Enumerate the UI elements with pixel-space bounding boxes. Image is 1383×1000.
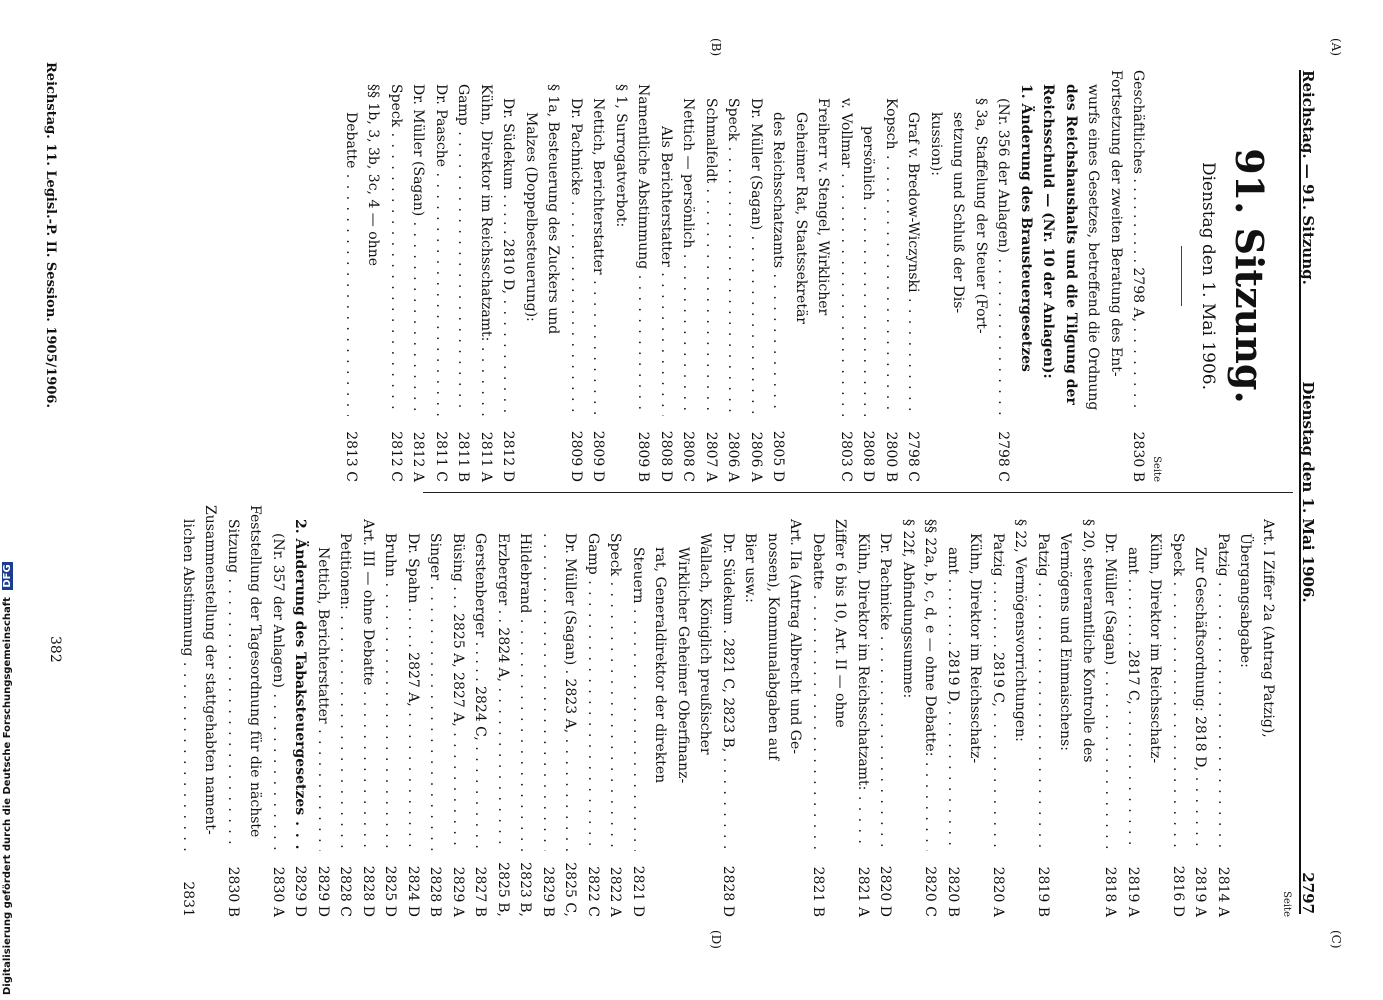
index-entry: [514, 505, 537, 917]
index-entry: [357, 505, 380, 917]
entry-text: Patzig . . . . . . . . 2819 C, . . .: [987, 533, 1010, 851]
column-divider: [423, 492, 1293, 493]
entry-text: Dr. Paasche . . .: [430, 84, 453, 416]
entry-text: persönlich . . .: [857, 126, 880, 416]
entry-text: Reichsschuld — (Nr. 10 der Anlagen):: [1040, 84, 1057, 379]
entry-text: amt . . . . . . . . 2819 D, . . .: [942, 547, 965, 851]
entry-page: 2830 A: [270, 866, 286, 917]
index-entry: [627, 505, 650, 917]
entry-page: 2822 A: [607, 866, 624, 917]
entry-page: 2809 D: [568, 430, 584, 482]
index-entry: [582, 505, 605, 917]
entry-text: Geschäftliches . . . . . . . . . . 2798 A, . . .: [1127, 70, 1150, 416]
entry-page: 2828 B: [427, 866, 444, 917]
entry-text: Dr. Müller (Sagan) . 2823 A, . . .: [559, 533, 582, 851]
entry-text: § 1, Surrogatverbot:: [613, 84, 629, 228]
entry-page: 2813 C: [343, 431, 359, 482]
entry-page: 2798 C: [995, 431, 1012, 482]
index-entry: [1082, 70, 1105, 482]
entry-page: 2812 C: [388, 431, 404, 482]
seite-label-right: Seite: [1281, 891, 1292, 917]
index-entry: [199, 505, 222, 917]
index-entry: [604, 505, 627, 917]
index-entry: [1099, 505, 1122, 917]
left-entry-list: [340, 70, 1150, 482]
header-left: Reichstag. — 91. Sitzung.: [1299, 70, 1317, 285]
entry-text: Kühn, Direktor im Reichsschatzamt: . . .: [475, 84, 498, 416]
side-strip: [0, 564, 20, 1000]
entry-text: Kopsch . . .: [880, 98, 903, 416]
index-entry: [267, 505, 290, 917]
entry-text: Feststellung der Tagesordnung für die nächste: [247, 505, 264, 838]
index-entry: [244, 505, 267, 917]
entry-page: 2803 C: [838, 431, 854, 482]
entry-text: Gerstenberger . . . . . 2824 C, . . .: [469, 533, 492, 851]
entry-page: 2812 D: [500, 430, 517, 482]
entry-page: 2825 D: [382, 865, 399, 917]
bottom-page-number: 382: [47, 636, 63, 663]
entry-page: 2809 B: [635, 431, 652, 482]
index-entry: [925, 70, 948, 482]
entry-page: 2824 D: [405, 865, 421, 917]
index-entry: [1077, 505, 1100, 917]
index-entry: [897, 505, 920, 917]
entry-page: 2800 B: [883, 431, 899, 482]
entry-text: amt . . . . . . . . 2817 C, . . .: [1122, 547, 1145, 851]
entry-page: 2816 D: [1170, 865, 1186, 917]
index-entry: [610, 70, 633, 482]
entry-page: 2820 D: [877, 865, 894, 917]
entry-text: Graf v. Bredow-Wiczynski . . .: [902, 112, 925, 416]
entry-text: § 1a, Besteuerung des Zuckers und: [545, 84, 562, 335]
entry-page: 2825 B,: [495, 862, 511, 917]
entry-text: des Reichsschatzamts . . .: [767, 112, 790, 416]
entry-text: Nettich, Berichterstatter . . .: [312, 547, 335, 851]
entry-page: 2829 B: [540, 866, 556, 917]
index-entry: [790, 70, 813, 482]
entry-text: Gamp . . .: [452, 84, 475, 416]
entry-text: Dr. Spahn . . . . . 2827 A, . . .: [402, 533, 425, 851]
entry-text: Namentliche Abstimmung . . .: [632, 84, 655, 416]
title-separator: [1182, 246, 1183, 306]
entry-page: 2811 C: [433, 431, 449, 482]
entry-page: 2807 A: [703, 431, 719, 482]
index-entry: [835, 70, 858, 482]
index-entry: [312, 505, 335, 917]
index-entry: [407, 70, 430, 482]
entry-text: Büsing . . . 2825 A, 2827 A, . . .: [447, 533, 470, 851]
margin-marker-b: (B): [709, 38, 723, 57]
index-entry: [430, 70, 453, 482]
entry-text: Ziffer 6 bis 10, Art. II — ohne: [832, 519, 849, 728]
entry-page: 2831: [180, 881, 196, 917]
index-entry: [987, 505, 1010, 917]
entry-text: Speck . . .: [722, 98, 745, 416]
entry-text: Singer . . .: [424, 533, 447, 851]
margin-marker-c: (C): [1329, 930, 1343, 949]
margin-marker-a: (A): [1329, 38, 1343, 57]
entry-text: Speck . . .: [1167, 533, 1190, 851]
entry-text: Malzes (Doppelbesteuerung):: [523, 112, 539, 322]
index-entry: [424, 505, 447, 917]
index-entry: [565, 70, 588, 482]
entry-page: 2806 A: [725, 431, 742, 482]
entry-text: Dr. Müller (Sagan) . . .: [1099, 533, 1122, 851]
index-entry: [1060, 70, 1083, 482]
index-entry: [739, 505, 762, 917]
index-entry: [222, 505, 245, 917]
index-entry: [1122, 505, 1145, 917]
entry-page: 2830 B: [225, 866, 241, 917]
entry-text: 1. Änderung des Brausteuergesetzes: [1018, 84, 1034, 372]
index-entry: [537, 505, 560, 917]
index-entry: [992, 70, 1015, 482]
entry-page: 2828 C: [337, 866, 354, 917]
entry-text: Bruhn . . .: [379, 533, 402, 851]
entry-page: 2808 D: [658, 430, 674, 482]
index-entry: [492, 505, 515, 917]
header-rule: [1299, 70, 1301, 914]
entry-text: v. Vollmar . . .: [835, 98, 858, 416]
entry-text: Schmalfeldt . . .: [700, 98, 723, 416]
index-entry: [1234, 505, 1257, 917]
entry-text: § 22f, Abfindungssumme:: [900, 519, 916, 699]
index-entry: [880, 70, 903, 482]
entry-text: Nettich — persönlich . . .: [677, 98, 700, 416]
entry-page: 2829 D: [292, 865, 309, 917]
entry-text: Geheimer Rat, Staatssekretär: [793, 112, 809, 325]
index-entry: [655, 70, 678, 482]
entry-text: Debatte . . .: [807, 533, 830, 851]
index-entry: [700, 70, 723, 482]
entry-text: §§ 22a, b, c, d, e — ohne Debatte: . . .: [919, 519, 942, 851]
entry-text: Art. III — ohne Debatte . . .: [357, 519, 380, 851]
index-entry: [1189, 505, 1212, 917]
entry-page: 2822 C: [585, 866, 601, 917]
page-subtitle: Dienstag den 1. Mai 1906.: [1198, 161, 1218, 391]
index-entry: [1257, 505, 1280, 917]
index-entry: [1015, 70, 1038, 482]
index-entry: [334, 505, 357, 917]
index-entry: [942, 505, 965, 917]
entry-text: kussion):: [928, 112, 944, 176]
entry-text: [537, 533, 560, 851]
index-entry: [559, 505, 582, 917]
entry-text: Freiherr v. Stengel, Wirklicher: [815, 98, 832, 316]
index-entry: [452, 70, 475, 482]
entry-page: 2811 B: [455, 431, 472, 482]
footer-imprint: Reichstag. 11. Legisl.-P. II. Session. 1905/1906.: [43, 62, 58, 408]
entry-text: § 22, Vermögensvorrichtungen:: [1012, 519, 1029, 742]
index-entry: [1037, 70, 1060, 482]
index-entry: [520, 70, 543, 482]
entry-page: 2814 A: [1215, 866, 1231, 917]
entry-text: Dr. Pachnicke . . .: [874, 533, 897, 851]
entry-text: Dr. Müller (Sagan) . . .: [407, 84, 430, 416]
index-entry: [784, 505, 807, 917]
entry-text: Gamp . . .: [582, 533, 605, 851]
entry-text: Dr. Müller (Sagan) . . .: [745, 98, 768, 416]
entry-text: setzung und Schluß der Dis-: [950, 112, 967, 314]
index-entry: [362, 70, 385, 482]
entry-text: rat, Generaldirektor der direkten: [652, 547, 669, 784]
index-entry: [1144, 505, 1167, 917]
index-entry: [902, 70, 925, 482]
entry-page: 2808 D: [860, 430, 877, 482]
entry-text: § 3a, Staffelung der Steuer (Fort-: [973, 98, 989, 334]
index-entry: [379, 505, 402, 917]
entry-text: § 20, steueramtliche Kontrolle des: [1080, 519, 1096, 763]
index-entry: [807, 505, 830, 917]
index-entry: [964, 505, 987, 917]
right-column: [177, 505, 1294, 917]
entry-text: Nettich, Berichterstatter . . .: [587, 98, 610, 416]
index-entry: [475, 70, 498, 482]
entry-page: 2830 B: [1130, 431, 1147, 482]
entry-page: 2805 D: [770, 430, 787, 482]
entry-text: Wirklicher Geheimer Oberfinanz-: [675, 547, 691, 784]
index-entry: [1105, 70, 1128, 482]
index-entry: [677, 70, 700, 482]
index-entry: [829, 505, 852, 917]
entry-text: lichen Abstimmung . . .: [177, 519, 200, 851]
index-entry: [717, 505, 740, 917]
index-entry: [1167, 505, 1190, 917]
index-entry: [447, 505, 470, 917]
entry-text: Vermögens und Einmaischens:: [1057, 533, 1074, 751]
index-entry: [745, 70, 768, 482]
entry-page: 2808 C: [680, 431, 697, 482]
entry-text: Erzberger . . 2824 A, . . .: [492, 533, 515, 851]
entry-page: 2821 B: [810, 866, 826, 917]
entry-text: Dr. Südekum . . . . . 2810 D, . . .: [497, 98, 520, 416]
index-entry: [762, 505, 785, 917]
index-entry: [1009, 505, 1032, 917]
header-center: Dienstag den 1. Mai 1906.: [1299, 381, 1317, 603]
index-entry: [1127, 70, 1150, 482]
entry-page: 2819 A: [1192, 866, 1209, 917]
dfg-logo: DFG: [2, 564, 13, 588]
entry-page: 2819 B: [1035, 866, 1051, 917]
entry-text: §§ 1b, 3, 3b, 3c, 4 — ohne: [365, 84, 382, 266]
entry-text: Hildebrand . . .: [514, 533, 537, 851]
entry-text: Bier usw.:: [742, 533, 759, 603]
entry-page: 2829 A: [450, 866, 466, 917]
entry-text: Sitzung . . .: [222, 519, 245, 851]
entry-page: 2825 C,: [562, 862, 579, 917]
entry-text: Art. I Ziffer 2a (Antrag Patzig),: [1260, 519, 1276, 738]
entry-text: Wallach, Königlich preußischer: [697, 533, 714, 755]
entry-page: 2818 A: [1102, 866, 1119, 917]
index-entry: [722, 70, 745, 482]
entry-page: 2820 C: [922, 866, 939, 917]
entry-text: Kühn, Direktor im Reichsschatzamt: . . .: [852, 533, 875, 851]
entry-text: Petitionen: . . .: [334, 533, 357, 851]
header-page-number: 2797: [1299, 872, 1317, 914]
entry-text: nossen), Kommunalabgaben auf: [765, 533, 781, 761]
entry-text: wurfs eines Gesetzes, betreffend die Ordnung: [1085, 84, 1102, 411]
entry-text: (Nr. 357 der Anlagen) . . .: [267, 533, 290, 851]
entry-text: Debatte . . .: [340, 112, 363, 416]
margin-marker-d: (D): [709, 930, 723, 949]
entry-text: 2. Änderung des Tabaksteuergesetzes . . .: [289, 519, 312, 851]
entry-text: Kühn, Direktor im Reichsschatz-: [967, 533, 984, 764]
index-entry: [649, 505, 672, 917]
entry-text: Patzig . . .: [1212, 533, 1235, 851]
index-entry: [385, 70, 408, 482]
entry-page: 2823 B,: [517, 862, 534, 917]
index-entry: [874, 505, 897, 917]
seite-label: Seite: [1151, 456, 1163, 482]
page-title: 91. Sitzung.: [1227, 148, 1272, 404]
index-entry: [177, 505, 200, 917]
entry-text: Patzig . . .: [1032, 533, 1055, 851]
entry-text: Dr. Pachnicke . . .: [565, 98, 588, 416]
index-entry: [1212, 505, 1235, 917]
entry-page: 2829 D: [315, 865, 331, 917]
entry-page: 2811 A: [478, 431, 494, 482]
index-entry: [1032, 505, 1055, 917]
entry-page: 2812 A: [410, 431, 427, 482]
entry-page: 2798 C: [905, 431, 922, 482]
entry-page: 2809 D: [590, 430, 607, 482]
entry-text: (Nr. 356 der Anlagen) . . .: [992, 98, 1015, 416]
entry-text: Kühn, Direktor im Reichsschatz-: [1147, 533, 1164, 764]
index-entry: [767, 70, 790, 482]
left-column: [340, 70, 1294, 482]
entry-text: Zusammenstellung der stattgehabten nament-: [202, 505, 219, 835]
index-entry: [812, 70, 835, 482]
entry-text: Steuern . . .: [627, 547, 650, 851]
entry-text: Dr. Südekum . 2821 C, 2823 B, . . .: [717, 533, 740, 851]
entry-page: 2827 B: [472, 866, 489, 917]
index-entry: [970, 70, 993, 482]
index-entry: [402, 505, 425, 917]
index-entry: [1054, 505, 1077, 917]
index-entry: [289, 505, 312, 917]
index-entry: [694, 505, 717, 917]
index-entry: [852, 505, 875, 917]
entry-page: 2828 D: [360, 865, 376, 917]
index-entry: [947, 70, 970, 482]
entry-text: Speck . . .: [604, 533, 627, 851]
entry-text: des Reichshaushalts und die Tilgung der: [1063, 84, 1079, 405]
entry-page: 2820 B: [945, 866, 961, 917]
index-entry: [672, 505, 695, 917]
entry-page: 2828 D: [720, 865, 736, 917]
entry-text: Übergangsabgabe:: [1237, 533, 1254, 668]
entry-page: 2820 A: [990, 866, 1006, 917]
index-entry: [469, 505, 492, 917]
entry-text: Zur Geschäftsordnung: 2818 D, . . .: [1189, 547, 1212, 851]
index-entry: [340, 70, 363, 482]
digitization-credit: Digitalisierung gefördert durch die Deutsche Forschungsgemeinschaft: [2, 597, 13, 995]
index-entry: [542, 70, 565, 482]
index-entry: [497, 70, 520, 482]
entry-text: Speck . . .: [385, 84, 408, 416]
entry-text: Als Berichterstatter . . .: [655, 126, 678, 416]
entry-page: 2821 A: [855, 866, 871, 917]
index-entry: [857, 70, 880, 482]
entry-page: 2821 D: [630, 865, 646, 917]
index-entry: [587, 70, 610, 482]
entry-text: Fortsetzung der zweiten Beratung des Ent-: [1108, 70, 1124, 377]
right-entry-list: [177, 505, 1280, 917]
index-entry: [919, 505, 942, 917]
entry-text: Art. IIa (Antrag Albrecht und Ge-: [787, 519, 804, 754]
index-entry: [632, 70, 655, 482]
entry-page: 2819 A: [1125, 866, 1141, 917]
entry-page: 2806 A: [748, 431, 764, 482]
